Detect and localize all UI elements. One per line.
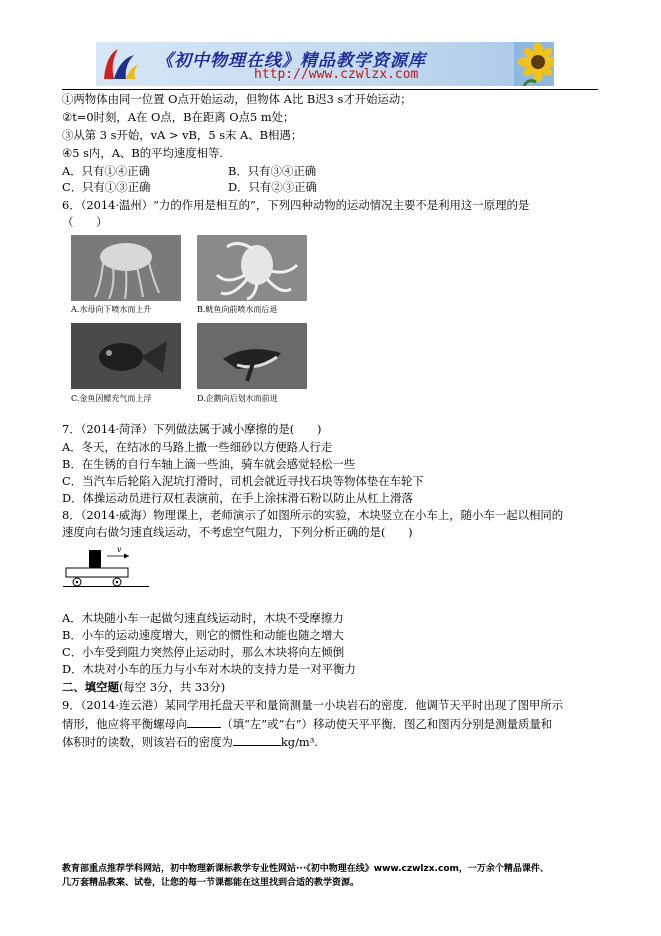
caption-a: A.水母向下喷水而上升	[71, 305, 152, 314]
sunflower-icon	[514, 42, 554, 86]
q9-blank-2[interactable]	[233, 734, 281, 746]
squid-icon	[197, 235, 307, 301]
q9-line-1: 9．（2014·连云港）某同学用托盘天平和量筒测量一小块岩石的密度．他调节天平时出现了图甲所示	[62, 698, 564, 712]
q8-option-c: C．小车受到阻力突然停止运动时，那么木块将向左倾倒	[62, 645, 345, 659]
q7-option-c: C．当汽车后轮陷入泥坑打滑时，司机会就近寻找石块等物体垫在车轮下	[62, 474, 424, 488]
q9-line-3b: kg/m³.	[280, 735, 318, 749]
q7-option-a: A．冬天，在结冰的马路上撒一些细砂以方便路人行走	[62, 440, 333, 454]
q5-statement-3: ③从第 3 s开始，vA > vB，5 s末 A、B相遇；	[62, 128, 303, 142]
q7-stem: 7．（2014·菏泽）下列做法属于减小摩擦的是( )	[62, 422, 322, 436]
q8-stem-line-1: 8．（2014·威海）物理课上，老师演示了如图所示的实验，木块竖立在小车上，随小车一起以相同的	[62, 508, 564, 522]
q5-option-a: A．只有①④正确	[62, 164, 150, 178]
q8-option-a: A．木块随小车一起做匀速直线运动时，木块不受摩擦力	[62, 611, 344, 625]
q9-line-2	[62, 716, 552, 731]
q5-option-b: B．只有③④正确	[228, 164, 317, 178]
banner-title: 《初中物理在线》精品教学资源库	[156, 51, 426, 71]
penguin-photo	[197, 323, 307, 389]
q6-stem: 6．（2014·温州）“力的作用是相互的”，下列四种动物的运动情况主要不是利用这一原理的是	[62, 198, 530, 212]
caption-b: B.鱿鱼向前喷水而后退	[197, 305, 278, 314]
q5-option-d: D．只有②③正确	[228, 180, 317, 194]
q8-option-b: B．小车的运动速度增大，则它的惯性和动能也随之增大	[62, 628, 344, 642]
site-logo-icon	[100, 45, 140, 83]
q9-line-3	[62, 734, 318, 749]
squid-photo	[197, 235, 307, 301]
q7-option-d: D．体操运动员进行双杠表演前，在手上涂抹滑石粉以防止从杠上滑落	[62, 491, 413, 505]
header-banner	[96, 42, 554, 86]
section-heading	[62, 680, 225, 694]
q5-statement-2: ②t=0时刻，A在 O点，B在距离 O点5 m处；	[62, 110, 295, 124]
q8-option-d: D．木块对小车的压力与小车对木块的支持力是一对平衡力	[62, 662, 356, 676]
q9-blank-1[interactable]	[187, 716, 221, 728]
q9-line-2a: 情形，他应将平衡螺母向	[62, 717, 188, 731]
q8-cart-figure	[63, 545, 153, 590]
section-title: 二、填空题	[62, 680, 119, 694]
q9-line-3a: 体积时的读数，则该岩石的密度为	[62, 735, 233, 749]
caption-c: C.金鱼因鳔充气而上浮	[71, 394, 152, 403]
q5-option-c: C．只有①③正确	[62, 180, 151, 194]
penguin-icon	[197, 323, 307, 389]
q8-stem-line-2: 速度向右做匀速直线运动，不考虑空气阻力，下列分析正确的是( )	[62, 525, 413, 539]
q5-statement-1: ①两物体由同一位置 O点开始运动，但物体 A比 B迟3 s才开始运动；	[62, 92, 412, 106]
footer-line-2: 几万套精品教案、试卷，让您的每一节课都能在这里找到合适的教学资源。	[62, 878, 360, 888]
goldfish-icon	[71, 323, 181, 389]
q6-paren: （ ）	[62, 215, 108, 229]
caption-d: D.企鹅向后划水而前进	[197, 394, 278, 403]
goldfish-photo	[71, 323, 181, 389]
jellyfish-icon	[71, 235, 181, 301]
jellyfish-photo	[71, 235, 181, 301]
footer-line-1: 教育部重点推荐学科网站，初中物理新课标教学专业性网站···《初中物理在线》www.czwlzx.com，一万余个精品课件、	[62, 864, 549, 874]
q9-line-2b: （填“左”或“右”）移动使天平平衡．图乙和图丙分别是测量质量和	[221, 717, 553, 731]
banner-url[interactable]: http://www.czwlzx.com	[254, 67, 419, 82]
q7-option-b: B．在生锈的自行车轴上滴一些油，骑车就会感觉轻松一些	[62, 457, 356, 471]
q6-figure	[67, 231, 311, 411]
velocity-label: v	[117, 545, 122, 554]
cart-with-block-icon	[63, 548, 153, 590]
q5-statement-4: ④5 s内，A、B的平均速度相等.	[62, 146, 224, 160]
section-note: (每空 3分，共 33分)	[118, 680, 226, 694]
header-rule	[62, 89, 598, 90]
